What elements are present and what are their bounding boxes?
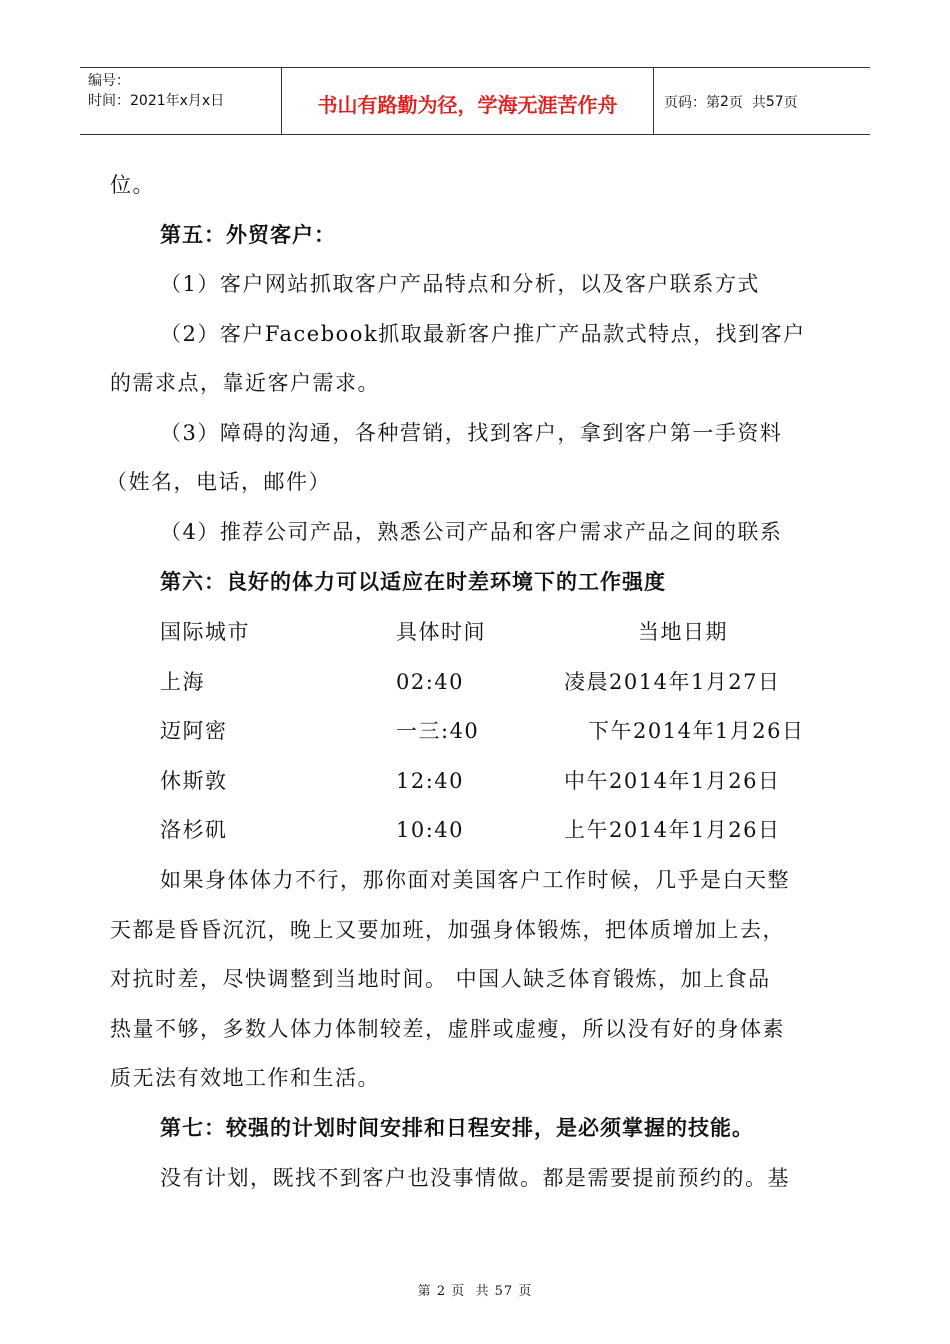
paragraph-line: （1）客户网站抓取客户产品特点和分析，以及客户联系方式 (160, 272, 760, 296)
paragraph-line: 没有计划，既找不到客户也没事情做。都是需要提前预约的。基 (160, 1166, 790, 1190)
footer-current: 2 (436, 1284, 447, 1299)
time-table-row (160, 766, 840, 796)
city-cell: 休斯敦 (160, 769, 228, 793)
header-time-label: 时间：2021年x月x日 (88, 93, 225, 109)
header-page-current: 2 (720, 94, 729, 110)
footer-suffix: 页 (518, 1284, 533, 1299)
header-page-info (654, 68, 870, 134)
section-title-7: 第七：较强的计划时间安排和日程安排，是必须掌握的技能。 (160, 1116, 754, 1140)
time-table-row (160, 716, 840, 746)
header-page-mid: 页 共 (728, 95, 766, 111)
paragraph-line: （4）推荐公司产品，熟悉公司产品和客户需求产品之间的联系 (160, 520, 783, 544)
paragraph-line: 热量不够，多数人体力体制较差，虚胖或虚瘦，所以没有好的身体素 (110, 1017, 785, 1041)
paragraph-line: 位。 (110, 173, 155, 197)
paragraph-line: （3）障碍的沟通，各种营销，找到客户，拿到客户第一手资料 (160, 421, 783, 445)
date-cell: 下午2014年1月26日 (588, 719, 805, 743)
date-cell: 中午2014年1月26日 (564, 769, 781, 793)
time-table-row (160, 667, 840, 697)
header-motto: 书山有路勤为径，学海无涯苦作舟 (282, 68, 654, 134)
header-meta (80, 68, 282, 134)
paragraph-line: 天都是昏昏沉沉，晚上又要加班，加强身体锻炼，把体质增加上去， (110, 918, 785, 942)
col-header-date: 当地日期 (638, 620, 728, 644)
footer-mid: 页 共 (451, 1284, 490, 1299)
time-cell: 02:40 (396, 670, 465, 694)
paragraph-line: 对抗时差，尽快调整到当地时间。 中国人缺乏体育锻炼，加上食品 (110, 967, 771, 991)
time-cell: 12:40 (396, 769, 465, 793)
col-header-city: 国际城市 (160, 620, 250, 644)
header-page-suffix: 页 (783, 95, 798, 111)
paragraph-line: 的需求点，靠近客户需求。 (110, 371, 380, 395)
date-cell: 凌晨2014年1月27日 (564, 670, 781, 694)
header-page-prefix: 页码：第 (664, 95, 720, 111)
paragraph-line: （姓名，电话，邮件） (106, 470, 331, 494)
time-table-row (160, 815, 840, 845)
city-cell: 洛杉矶 (160, 818, 228, 842)
page-footer (0, 1280, 950, 1299)
time-cell: 一三:40 (396, 719, 480, 743)
time-table-header (160, 617, 840, 647)
paragraph-line: 质无法有效地工作和生活。 (110, 1066, 380, 1090)
footer-prefix: 第 (417, 1284, 432, 1299)
time-cell: 10:40 (396, 818, 465, 842)
section-title-5: 第五：外贸客户： (160, 223, 336, 247)
footer-total: 57 (494, 1284, 514, 1299)
header-page-total: 57 (765, 94, 784, 110)
col-header-time: 具体时间 (396, 620, 486, 644)
section-title-6: 第六：良好的体力可以适应在时差环境下的工作强度 (160, 570, 666, 594)
header-number-label: 编号： (88, 73, 130, 89)
paragraph-line: （2）客户Facebook抓取最新客户推广产品款式特点，找到客户 (160, 322, 806, 346)
city-cell: 上海 (160, 670, 205, 694)
paragraph-line: 如果身体体力不行，那你面对美国客户工作时候，几乎是白天整 (160, 868, 790, 892)
page-header (80, 67, 870, 135)
city-cell: 迈阿密 (160, 719, 228, 743)
date-cell: 上午2014年1月26日 (564, 818, 781, 842)
